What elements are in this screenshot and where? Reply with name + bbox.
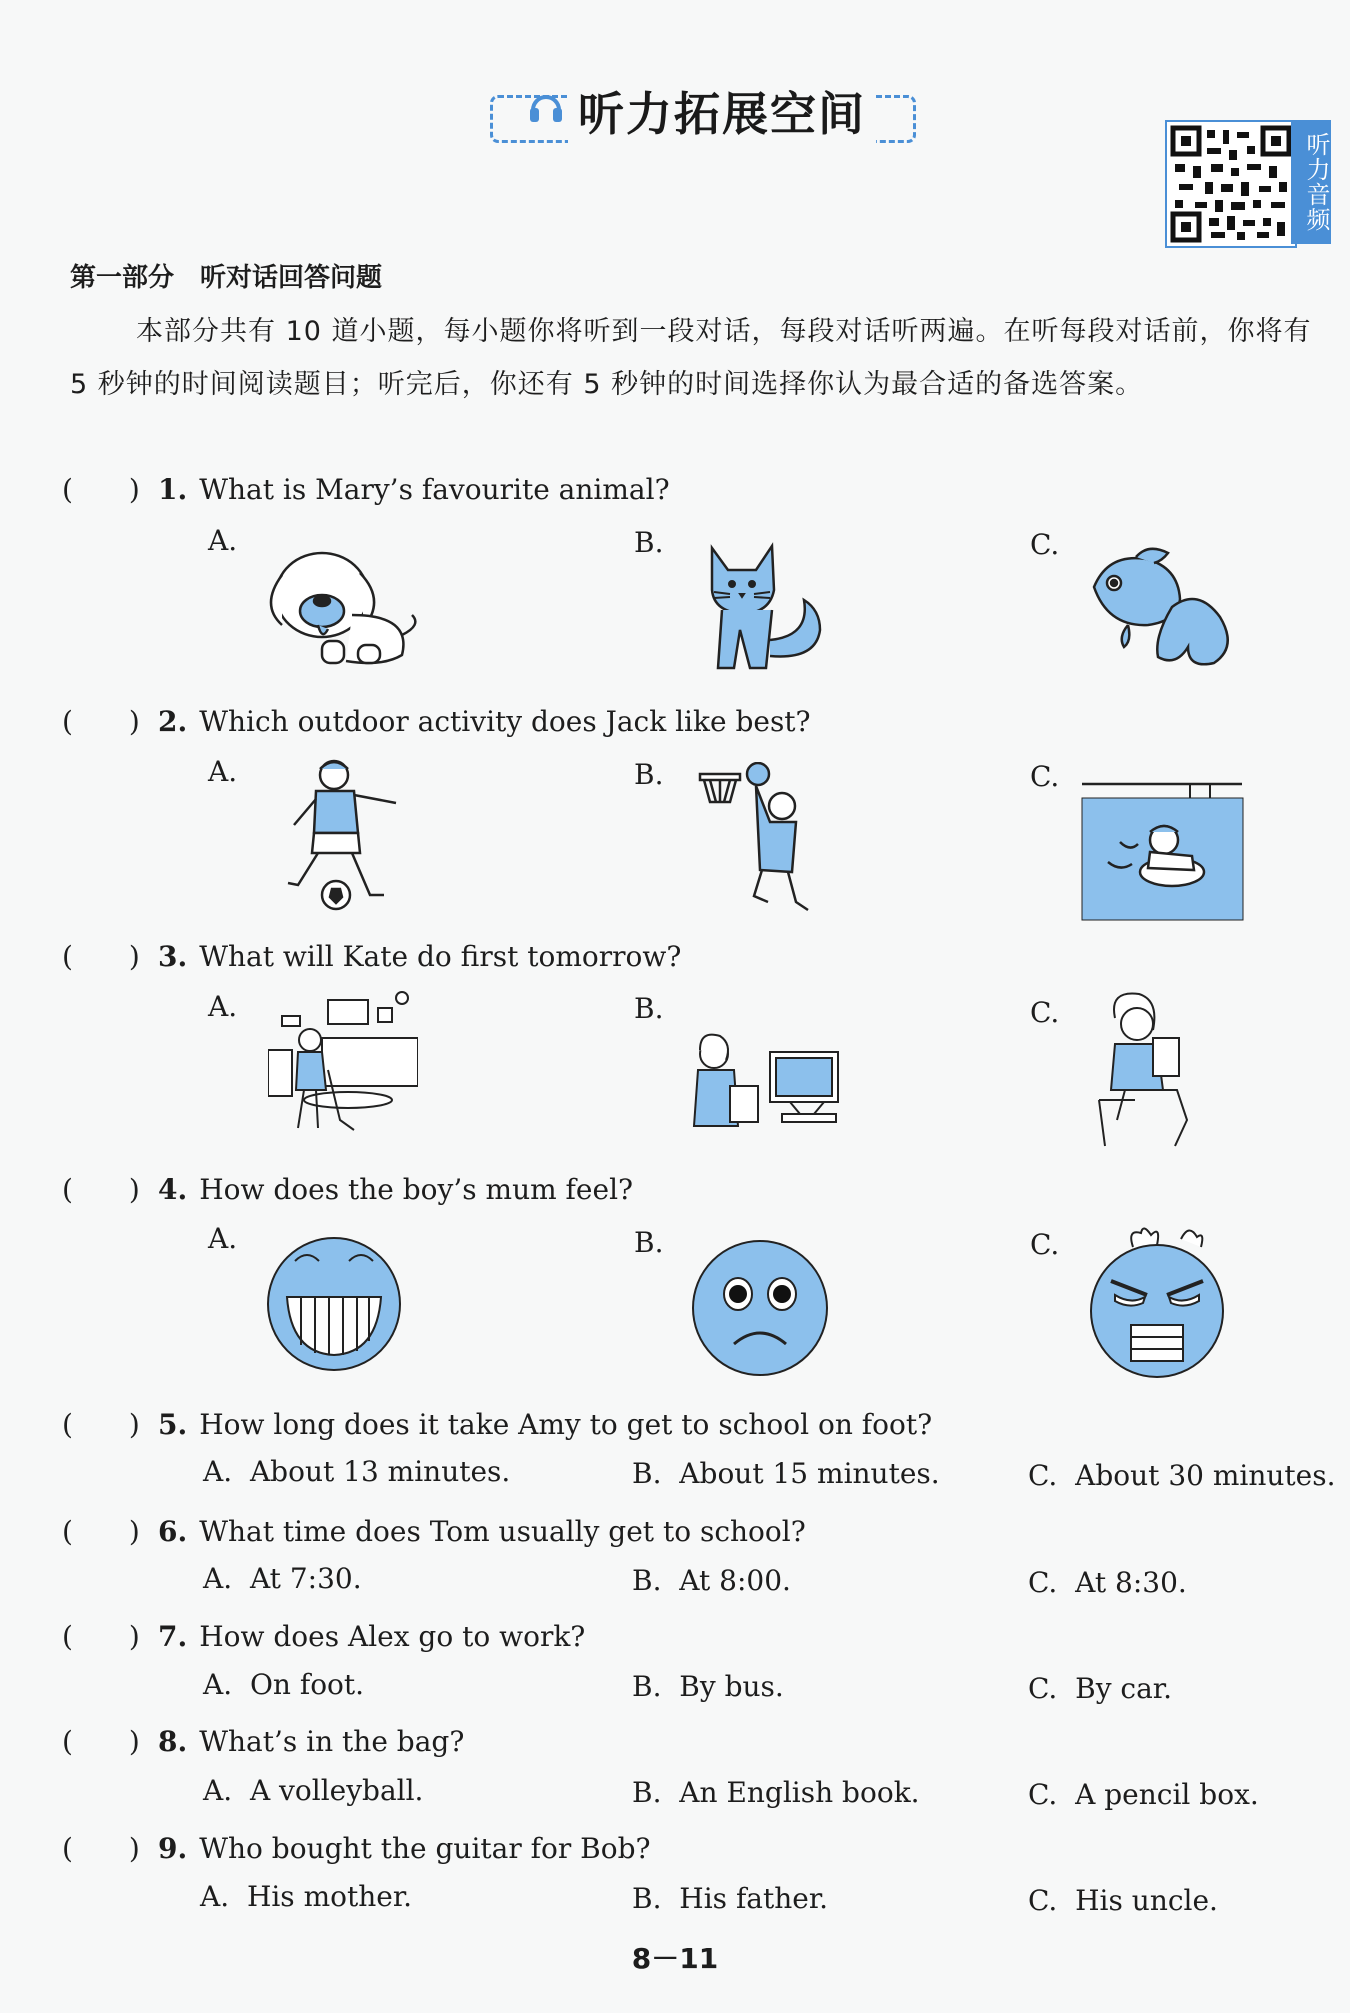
option-a[interactable]	[203, 1562, 362, 1595]
option-text: An English book.	[679, 1776, 920, 1809]
option-c[interactable]	[1028, 1778, 1259, 1811]
question-7	[62, 1615, 585, 1655]
option-letter[interactable]: C.	[1030, 1228, 1060, 1261]
option-text: A volleyball.	[249, 1774, 424, 1807]
headphones-icon	[528, 86, 564, 126]
option-text: By car.	[1075, 1672, 1173, 1705]
question-text: How does the boy’s mum feel?	[199, 1173, 634, 1206]
option-letter[interactable]: B.	[634, 1226, 664, 1259]
option-letter: A.	[203, 1774, 233, 1807]
answer-blank[interactable]: ( )	[62, 1832, 140, 1865]
option-a[interactable]	[203, 1455, 510, 1488]
answer-blank[interactable]: ( )	[62, 705, 140, 738]
page-title: 听力拓展空间	[568, 78, 876, 144]
question-text: Which outdoor activity does Jack like best?	[199, 705, 811, 738]
question-8	[62, 1720, 464, 1760]
option-letter: B.	[632, 1882, 662, 1915]
qr-code[interactable]	[1165, 120, 1297, 248]
option-letter[interactable]: C.	[1030, 528, 1060, 561]
option-letter[interactable]: C.	[1030, 760, 1060, 793]
option-text: About 15 minutes.	[679, 1457, 940, 1490]
option-letter: A.	[203, 1455, 233, 1488]
option-c[interactable]	[1028, 1566, 1187, 1599]
question-number: 2.	[158, 705, 188, 738]
question-4	[62, 1168, 633, 1208]
option-letter: C.	[1028, 1459, 1058, 1492]
question-1	[62, 468, 670, 508]
option-text: His mother.	[246, 1880, 413, 1913]
question-number: 1.	[158, 473, 188, 506]
reading-picture[interactable]	[1095, 990, 1215, 1150]
option-letter: A.	[200, 1880, 230, 1913]
basketball-picture[interactable]	[696, 762, 826, 922]
option-text: A pencil box.	[1075, 1778, 1259, 1811]
option-letter: B.	[632, 1457, 662, 1490]
option-letter[interactable]: A.	[208, 990, 238, 1023]
answer-blank[interactable]: ( )	[62, 473, 140, 506]
option-b[interactable]	[632, 1564, 791, 1597]
option-text: His father.	[679, 1882, 829, 1915]
question-text: What will Kate do first tomorrow?	[199, 940, 682, 973]
question-text: What time does Tom usually get to school?	[199, 1515, 806, 1548]
option-c[interactable]	[1028, 1884, 1218, 1917]
question-number: 6.	[158, 1515, 188, 1548]
option-b[interactable]	[632, 1776, 920, 1809]
option-letter[interactable]: B.	[634, 526, 664, 559]
question-number: 3.	[158, 940, 188, 973]
section-title: 第一部分 听对话回答问题	[70, 263, 383, 293]
swimming-picture[interactable]	[1080, 782, 1245, 922]
question-number: 4.	[158, 1173, 188, 1206]
option-b[interactable]	[632, 1670, 784, 1703]
answer-blank[interactable]: ( )	[62, 1515, 140, 1548]
question-text: What’s in the bag?	[199, 1725, 465, 1758]
answer-blank[interactable]: ( )	[62, 940, 140, 973]
option-letter: C.	[1028, 1884, 1058, 1917]
question-6	[62, 1510, 806, 1550]
question-text: How long does it take Amy to get to school on foot?	[199, 1408, 933, 1441]
option-c[interactable]	[1028, 1459, 1336, 1492]
option-text: At 8:00.	[679, 1564, 791, 1597]
dog-picture[interactable]	[262, 545, 422, 670]
sad-face-icon[interactable]	[690, 1238, 830, 1378]
option-letter[interactable]: A.	[208, 1222, 238, 1255]
option-letter[interactable]: C.	[1030, 996, 1060, 1029]
question-9	[62, 1827, 651, 1867]
option-letter[interactable]: B.	[634, 992, 664, 1025]
option-a[interactable]	[200, 1880, 412, 1913]
option-text: At 7:30.	[249, 1562, 362, 1595]
answer-blank[interactable]: ( )	[62, 1725, 140, 1758]
option-letter[interactable]: A.	[208, 524, 238, 557]
option-letter: B.	[632, 1776, 662, 1809]
option-letter: C.	[1028, 1566, 1058, 1599]
option-letter: C.	[1028, 1778, 1058, 1811]
angry-face-icon[interactable]	[1085, 1225, 1230, 1380]
question-number: 8.	[158, 1725, 188, 1758]
question-text: Who bought the guitar for Bob?	[199, 1832, 651, 1865]
question-3	[62, 935, 681, 975]
option-letter: C.	[1028, 1672, 1058, 1705]
option-letter: A.	[203, 1562, 233, 1595]
question-2	[62, 700, 811, 740]
option-text: On foot.	[249, 1668, 365, 1701]
cat-picture[interactable]	[700, 540, 830, 675]
option-b[interactable]	[632, 1457, 940, 1490]
option-letter: A.	[203, 1668, 233, 1701]
page-number: 8－11	[631, 1942, 719, 1975]
option-text: By bus.	[679, 1670, 784, 1703]
option-text: About 13 minutes.	[249, 1455, 511, 1488]
option-text: At 8:30.	[1075, 1566, 1187, 1599]
answer-blank[interactable]: ( )	[62, 1620, 140, 1653]
option-a[interactable]	[203, 1668, 364, 1701]
answer-blank[interactable]: ( )	[62, 1173, 140, 1206]
question-5	[62, 1403, 932, 1443]
option-text: His uncle.	[1075, 1884, 1218, 1917]
football-picture[interactable]	[278, 755, 408, 915]
question-number: 5.	[158, 1408, 188, 1441]
sweeping-picture[interactable]	[268, 990, 418, 1145]
option-letter[interactable]: B.	[634, 758, 664, 791]
watching-tv-picture[interactable]	[690, 1030, 840, 1135]
question-text: How does Alex go to work?	[199, 1620, 586, 1653]
option-text: About 30 minutes.	[1075, 1459, 1336, 1492]
question-text: What is Mary’s favourite animal?	[199, 473, 670, 506]
section-instructions: 本部分共有 10 道小题，每小题你将听到一段对话，每段对话听两遍。在听每段对话前，你将有 5 秒钟的时间阅读题目；听完后，你还有 5 秒钟的时间选择你认为最合适的备选答案。	[70, 316, 1312, 400]
question-number: 9.	[158, 1832, 188, 1865]
option-letter: B.	[632, 1564, 662, 1597]
question-number: 7.	[158, 1620, 188, 1653]
goldfish-picture[interactable]	[1088, 547, 1238, 672]
option-b[interactable]	[632, 1882, 828, 1915]
option-a[interactable]	[203, 1774, 423, 1807]
option-letter[interactable]: A.	[208, 755, 238, 788]
option-c[interactable]	[1028, 1672, 1172, 1705]
answer-blank[interactable]: ( )	[62, 1408, 140, 1441]
option-letter: B.	[632, 1670, 662, 1703]
happy-face-icon[interactable]	[265, 1235, 403, 1373]
qr-label: 听力音频	[1291, 120, 1331, 244]
